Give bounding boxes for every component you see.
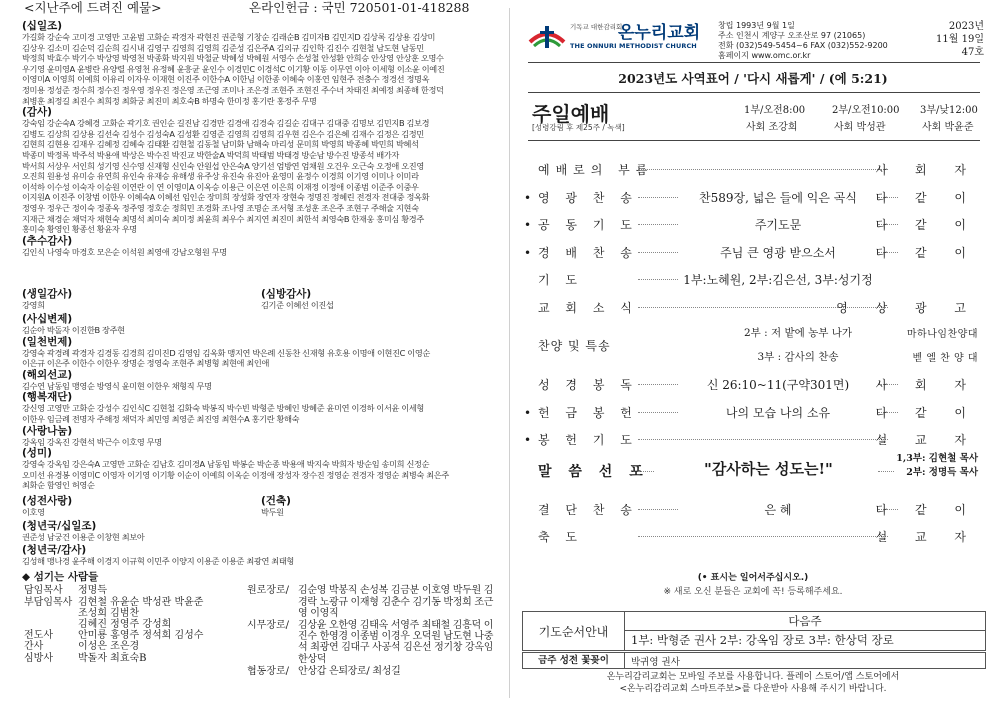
names-line: 홍미숙 황영인 황종선 황윤자 우명 bbox=[22, 224, 137, 235]
stand-dot: • bbox=[524, 405, 532, 420]
staff-role bbox=[22, 619, 78, 630]
names-line: 최화순 함영인 허영순 bbox=[22, 480, 95, 491]
section-title: (일천번제) bbox=[22, 335, 73, 348]
item-name: 말 씀 선 포 bbox=[538, 463, 649, 480]
item-content: 신 26:10~11(구약301면) bbox=[706, 378, 850, 392]
offering-section bbox=[22, 447, 500, 491]
section-title: (행복재단) bbox=[22, 391, 73, 404]
sermon-preachers bbox=[896, 452, 978, 480]
info-line: 주소 인천시 계양구 오조산로 97 (21065) bbox=[718, 31, 866, 40]
staff-role: 부담임목사 bbox=[24, 596, 73, 608]
names-line: 강옥임 강옥진 강현석 박근수 이호영 무명 bbox=[22, 436, 162, 447]
youth-thanks bbox=[22, 544, 500, 567]
info-line: 홈페이지 www.omc.or.kr bbox=[718, 51, 811, 60]
offering-pair-row bbox=[22, 288, 500, 311]
names-line: 김기준 이혜선 이진섭 bbox=[261, 300, 334, 310]
service-item bbox=[518, 371, 988, 399]
elder-group bbox=[247, 666, 500, 677]
leaders-section bbox=[22, 572, 500, 678]
church-name: 온누리교회 bbox=[618, 23, 701, 43]
names-line: 이호영 bbox=[22, 507, 45, 517]
names-line: 권준성 남궁건 이용준 이창현 최보아 bbox=[22, 532, 145, 542]
host-2: 사회 박성관 bbox=[834, 122, 886, 133]
offering-section bbox=[22, 391, 500, 424]
staff-role: 담임목사 bbox=[24, 585, 63, 597]
staff-row bbox=[22, 630, 247, 641]
staff-names: 이성은 조은경 bbox=[78, 641, 140, 653]
offering-title: <지난주에 드려진 예물> bbox=[24, 0, 162, 15]
names-line: 강숙임 강순숙A 강혜경 고화순 곽기호 권인순 길진남 김경만 김경애 김경숙 김길순 김대구 김대중 김명보 김민지B 김보경 bbox=[22, 118, 430, 129]
names-line: 박정희 박효수 박기수 박상영 박영천 박종화 박지원 박철균 박혜성 박혜원 서영수 손성철 안성환 안희승 안상영 안상훈 오명수 bbox=[22, 53, 444, 64]
item-name: 교 회 소 식 bbox=[538, 300, 638, 315]
special-row-2: 3부 : 감사의 찬송 bbox=[757, 351, 839, 363]
offering-header bbox=[24, 0, 470, 15]
item-content: 주님 큰 영광 받으소서 bbox=[720, 245, 836, 260]
names-list bbox=[22, 118, 500, 235]
bulletin-date bbox=[936, 20, 984, 59]
names-line: 박두원 bbox=[261, 507, 284, 517]
offering-section bbox=[22, 20, 500, 106]
online-account: 온라인헌금 : 국민 720501-01-418288 bbox=[249, 0, 470, 15]
rule bbox=[528, 92, 980, 93]
section-title: (성미) bbox=[22, 447, 52, 460]
names-line: 박서희 서상우 서인희 성기영 신수영 신재형 신인숙 안원섭 안은숙A 양기선 엄방연 엄채원 오건우 오근숙 오정애 오진영 bbox=[22, 160, 424, 171]
stand-dot: • bbox=[524, 218, 532, 232]
stand-dot: • bbox=[524, 245, 532, 260]
offering-section bbox=[22, 106, 500, 235]
leader-dots bbox=[638, 412, 678, 413]
names-list bbox=[22, 437, 500, 448]
section-title: (생일감사) bbox=[22, 288, 73, 300]
leader-dots bbox=[638, 224, 678, 225]
date: 11월 19일 bbox=[936, 34, 984, 45]
special-choir-2: 벧 엘 찬 양 대 bbox=[912, 353, 978, 364]
church-logo-icon bbox=[528, 22, 566, 52]
item-leader: 사 회 자 bbox=[875, 378, 978, 392]
section-title: (사십변제) bbox=[22, 313, 73, 325]
names-line: 강영희 bbox=[22, 300, 45, 310]
preacher-2: 2부: 정명득 목사 bbox=[906, 466, 978, 478]
staff-names: 김현철 유윤순 박성관 박윤준 bbox=[78, 596, 204, 608]
item-content: 나의 모습 나의 소유 bbox=[725, 405, 831, 420]
names-line: 강신영 고영만 고화순 강성수 김인식C 김현철 김화숙 박봉직 박수빈 박형준 방혜인 방혜준 윤미연 이경하 이서윤 이세형 bbox=[22, 403, 424, 414]
staff-row bbox=[22, 641, 247, 652]
prayer-label: 기도순서안내 bbox=[523, 612, 625, 650]
preacher-1: 1,3부: 김현철 목사 bbox=[896, 452, 978, 464]
service-item bbox=[518, 156, 988, 184]
names-list bbox=[22, 381, 500, 392]
staff-names: 김혜진 정영주 강성희 bbox=[78, 619, 172, 631]
stand-note: (• 표시는 일어서주십시오.) bbox=[697, 573, 809, 583]
names-line: 정미용 정성준 정수희 정수진 정우영 정우진 정은영 조근영 조미나 조은경 조현주 조현진 주수녀 차태진 최예정 최종해 한정덕 bbox=[22, 84, 444, 95]
elder-role: 협동장로/ bbox=[247, 665, 290, 677]
worship-column bbox=[518, 0, 988, 708]
leader-dots bbox=[638, 509, 678, 510]
offering-section bbox=[22, 336, 500, 369]
names-list bbox=[22, 247, 500, 258]
staff-row bbox=[22, 585, 247, 596]
names-list bbox=[22, 32, 500, 106]
names-line: 이은규 이은주 이한수 이한우 장명순 정영숙 조현주 최병형 최현애 최인애 bbox=[22, 358, 270, 369]
elders-list bbox=[247, 585, 500, 678]
names-line: 최병훈 최정길 최진수 최희정 최화궁 최진미 최호숙B 하명숙 한미정 홍기란 홍정주 무명 bbox=[22, 95, 317, 106]
ministry-theme: 2023년도 사역표어 / '다시 새롭게' / (에 5:21) bbox=[618, 71, 888, 86]
names-line: 김수연 남동임 맹영순 방영식 윤미현 이한우 채형직 무명 bbox=[22, 380, 212, 391]
section-title: (청년국/십일조) bbox=[22, 520, 97, 532]
staff-names: 조성희 김범찬 bbox=[78, 607, 140, 619]
host-1: 사회 조강희 bbox=[746, 122, 798, 133]
item-name: 헌 금 봉 헌 bbox=[538, 405, 638, 420]
special-choir-1: 마하나임찬양대 bbox=[906, 329, 978, 340]
item-name: 영 광 찬 송 bbox=[538, 190, 638, 205]
names-line: 강영숙 곽경례 곽경자 김경동 김경희 김미진D 김영임 김옥화 맹지연 박은례 신동찬 신재형 유호용 이명애 이현진C 이영순 bbox=[22, 347, 430, 358]
rule bbox=[528, 62, 980, 63]
sermon-title: "감사하는 성도는!" bbox=[704, 459, 833, 478]
leader-dots bbox=[638, 439, 888, 440]
offering-section bbox=[22, 425, 500, 448]
leader-dots bbox=[878, 471, 894, 472]
item-name: 경 배 찬 송 bbox=[538, 245, 638, 260]
visit-offering bbox=[261, 288, 500, 311]
column-divider bbox=[509, 8, 510, 698]
staff-role bbox=[22, 608, 78, 619]
sanctuary-love bbox=[22, 495, 261, 518]
church-english-name: THE ONNURI METHODIST CHURCH bbox=[570, 42, 697, 50]
offering-sections-2 bbox=[22, 313, 500, 491]
section-title: (십일조) bbox=[22, 20, 63, 32]
item-name: 예배로의 부름 bbox=[538, 163, 654, 177]
names-line: 김성해 맹나경 윤주해 이경지 이규혁 이민주 이양지 이용준 이용준 최광연 최태형 bbox=[22, 556, 294, 566]
sermon bbox=[518, 452, 988, 492]
names-line: 가길화 강순숙 고미경 고영만 고윤범 고화순 곽경자 곽현진 권준형 기창순 김래순B 김미자B 김민지D 김상록 김상용 김상미 bbox=[22, 32, 436, 42]
item-leader: 다 같 이 bbox=[875, 190, 978, 205]
section-title: (청년국/감사) bbox=[22, 544, 87, 556]
construct-row bbox=[22, 495, 500, 518]
item-leader: 설 교 자 bbox=[875, 433, 978, 447]
names-line: 우기영 윤미영A 윤병란 유양렬 유영천 유정혜 윤흥균 윤인수 이경민C 이경석C 이기황 이동 이무연 이아 이세형 이소윤 이예진 bbox=[22, 63, 445, 74]
service-item bbox=[518, 523, 988, 551]
section-title: (해외선교) bbox=[22, 368, 73, 381]
elder-names: 안상갑 은퇴장로/ 최성길 bbox=[298, 665, 401, 677]
names-line: 이지원A 이진주 이창범 이한우 이혜숙A 이혜선 임인순 장미희 장성화 장연자 장현숙 정명진 정혜린 전경자 전대중 정옥화 bbox=[22, 192, 430, 203]
time-2: 2부/오전10:00 bbox=[832, 105, 900, 116]
prayer-schedule bbox=[522, 611, 986, 651]
prayer-next-week: 다음주 bbox=[625, 612, 985, 631]
flower-label: 금주 성전 꽃꽂이 bbox=[523, 653, 625, 668]
names-list bbox=[22, 459, 500, 491]
section-title: (성전사랑) bbox=[22, 495, 73, 507]
elder-names: 김순영 박봉직 손성복 김금분 이호영 박두원 김경락 노광규 이재형 김춘수 김기동 박정희 조근영 이영직 bbox=[298, 585, 494, 619]
item-name: 기 도 bbox=[538, 273, 583, 287]
leader-dots bbox=[638, 252, 678, 253]
names-line: 김현희 김현용 김재우 김혜정 김혜숙 김태환 김현철 김동철 남미화 남해숙 마리성 문미희 박영희 박종혜 박민희 박혜석 bbox=[22, 139, 419, 150]
item-content: 은 혜 bbox=[764, 502, 792, 517]
flower-arrangement bbox=[522, 652, 986, 669]
names-line: 김병도 김상희 김상용 김선숙 김성수 김성숙A 김성환 김영준 김영희 김영희 김우현 김은수 김은혜 김재수 김정은 김정민 bbox=[22, 128, 424, 139]
offering-section bbox=[22, 369, 500, 392]
leader-dots bbox=[638, 279, 678, 280]
elder-group bbox=[247, 585, 500, 619]
staff-names: 정명득 bbox=[78, 585, 107, 597]
mobile-bulletin-note bbox=[518, 671, 988, 695]
section-title: (감사) bbox=[22, 106, 52, 119]
service-item bbox=[518, 294, 988, 322]
service-item bbox=[518, 184, 988, 212]
service-item bbox=[518, 211, 988, 239]
service-subtitle: [성령강림 후 제25주 / 녹색] bbox=[532, 123, 625, 132]
names-line: 이한우 임금례 전명자 주해정 채덕자 최민영 최영준 최진영 최현수A 홍기란 황해숙 bbox=[22, 413, 300, 424]
names-line: 김인식 나영숙 마경호 모은순 이석원 최영애 강남오형원 무명 bbox=[22, 246, 227, 257]
names-line: 지재근 채경순 채덕자 채현숙 최명석 최미숙 최미정 최윤희 최우수 최지연 최진미 최한석 최영숙B 한재웅 홍미심 황경주 bbox=[22, 213, 424, 224]
info-line: 창립 1993년 9월 1일 bbox=[718, 21, 795, 30]
offering-column bbox=[20, 0, 502, 708]
section-title: (사랑나눔) bbox=[22, 424, 73, 437]
item-content: 주기도문 bbox=[754, 218, 802, 232]
names-line: 이영미A 이영희 이예희 이유리 이자우 이재현 이진주 이한수A 이한님 이한종 이혜숙 이홍연 임현주 전충수 정경선 정명옥 bbox=[22, 74, 430, 85]
host-3: 사회 박윤준 bbox=[922, 122, 974, 133]
item-content: 찬589장, 넓은 들에 익은 곡식 bbox=[699, 190, 857, 205]
item-leader: 다 같 이 bbox=[875, 218, 978, 232]
staff-list bbox=[22, 585, 247, 678]
item-leader: 사 회 자 bbox=[875, 163, 978, 177]
leader-dots bbox=[638, 384, 678, 385]
names-line: 김상우 김소미 김순덕 김순희 김시내 김영구 김영희 김영희 김준성 김은주A 김의규 김인학 김진수 김현철 남도현 남동민 bbox=[22, 42, 424, 53]
staff-role: 간사 bbox=[24, 641, 44, 653]
item-leader: 다 같 이 bbox=[875, 502, 978, 517]
staff-row bbox=[22, 653, 247, 664]
section-title: (추수감사) bbox=[22, 234, 73, 247]
prayer-names: 1부: 박형준 권사 2부: 강옥임 장로 3부: 한상덕 장로 bbox=[631, 633, 894, 647]
note-line: <온누리감리교회 스마트주보>를 다운받아 사용해 주시기 바랍니다. bbox=[619, 684, 887, 694]
names-line: 오진희 원용성 유미승 유연희 유인숙 유재승 유해생 유주상 유진숙 유진아 윤영미 윤정수 이경희 이기영 이미나 이미라 bbox=[22, 171, 419, 182]
denomination: 기독교 대한감리회 bbox=[570, 23, 623, 31]
elder-role: 시무장로/ bbox=[247, 620, 290, 632]
church-info bbox=[718, 21, 888, 61]
offering-sections bbox=[22, 20, 500, 257]
newcomer-note: ※ 새로 오신 분들은 교회에 꼭! 등록해주세요. bbox=[663, 587, 843, 597]
names-list bbox=[22, 348, 500, 369]
item-name: 성 경 봉 독 bbox=[538, 378, 638, 392]
names-line: 김순아 박돌자 이진한B 장주현 bbox=[22, 325, 125, 335]
staff-role: 심방사 bbox=[24, 652, 53, 664]
flower-name: 박귀영 권사 bbox=[631, 657, 680, 668]
service-item bbox=[518, 266, 988, 294]
building-offering bbox=[261, 495, 500, 518]
staff-row bbox=[22, 608, 247, 619]
item-leader: 설 교 자 bbox=[875, 530, 978, 544]
names-line: 이석하 이수성 이숙자 이승원 이연란 이 연 이영미A 이옥승 이용근 이은연 이은희 이재정 이정애 이종범 이준주 이중우 bbox=[22, 181, 419, 192]
rule bbox=[528, 140, 980, 141]
leaders-grid bbox=[22, 585, 500, 678]
staff-row bbox=[22, 597, 247, 608]
year: 2023년 bbox=[948, 21, 984, 32]
youth-tithe bbox=[22, 520, 500, 543]
service-title: 주일예배 bbox=[532, 102, 610, 126]
leader-dots bbox=[638, 471, 654, 472]
service-item bbox=[518, 426, 988, 454]
staff-names: 안미룡 홍영주 정석희 김성수 bbox=[78, 630, 204, 642]
item-leader: 다 같 이 bbox=[875, 245, 978, 260]
leader-dots bbox=[638, 197, 678, 198]
names-line: 강영숙 강옥임 강은숙A 고영만 고화순 김남호 김미경A 남동임 박봉순 박순종 박용애 박지숙 박희자 방순임 송미희 신정순 bbox=[22, 459, 430, 470]
item-leader: 다 같 이 bbox=[875, 405, 978, 420]
names-line: 박종미 박정록 박주석 박용애 박상은 박수진 박진교 박한술A 박덕희 박태범 박태경 방순남 방수진 방종석 배가자 bbox=[22, 149, 399, 160]
leader-dots bbox=[638, 536, 888, 537]
item-leader: 영 상 광 고 bbox=[836, 300, 978, 315]
info-line: 전화 (032)549-5454~6 FAX (032)552-9200 bbox=[718, 41, 888, 50]
item-content: 1부:노혜원, 2부:김은선, 3부:성기정 bbox=[683, 273, 873, 287]
names-list bbox=[22, 403, 500, 424]
section-title: (건축) bbox=[261, 495, 291, 507]
leader-dots bbox=[638, 169, 888, 170]
staff-names: 박돌자 최효숙B bbox=[78, 652, 147, 664]
offering-section bbox=[22, 313, 500, 336]
service-item bbox=[518, 239, 988, 267]
item-name: 공 동 기 도 bbox=[538, 218, 638, 232]
time-3: 3부/낮12:00 bbox=[920, 105, 978, 116]
special-music bbox=[518, 321, 988, 365]
names-line: 오미선 유경봉 이영미C 이영자 이기영 이기황 이순이 이예희 이옥순 이정애 장성자 장수진 정영순 전경자 정영순 최병숙 최은주 bbox=[22, 469, 449, 480]
item-name: 봉 헌 기 도 bbox=[538, 433, 638, 447]
elder-names: 김상윤 오한영 김태옥 서영주 최태철 김흥덕 이진수 한영경 이종범 이경우 오덕원 남도현 나중석 최광연 김대구 사공석 김은선 정기창 강옥임 한상덕 bbox=[298, 620, 494, 665]
item-name: 축 도 bbox=[538, 530, 583, 544]
elder-role: 원로장로/ bbox=[247, 585, 290, 597]
staff-row bbox=[22, 619, 247, 630]
note-line: 온누리감리교회는 모바일 주보를 사용합니다. 플레이 스토어/앱 스토어에서 bbox=[606, 672, 900, 682]
leaders-heading: ◆ 섬기는 사람들 bbox=[22, 571, 99, 583]
special-row-1: 2부 : 저 밭에 농부 나가 bbox=[743, 327, 853, 339]
elder-group bbox=[247, 620, 500, 665]
section-title: (심방감사) bbox=[261, 288, 312, 300]
birthday-offering bbox=[22, 288, 261, 311]
time-1: 1부/오전8:00 bbox=[744, 105, 806, 116]
offering-section bbox=[22, 235, 500, 258]
staff-role: 전도사 bbox=[24, 630, 53, 642]
service-item bbox=[518, 399, 988, 427]
issue-number: 47호 bbox=[961, 47, 984, 58]
names-line: 정영우 정우근 정이숙 정종옥 정주영 정호순 정희민 조경화 조나영 조명순 조서형 조성훈 조은주 조현구 주해술 지현숙 bbox=[22, 202, 419, 213]
stand-dot: • bbox=[524, 433, 532, 447]
item-name: 결 단 찬 송 bbox=[538, 502, 638, 517]
service-item bbox=[518, 496, 988, 524]
item-name: 찬양 및 특송 bbox=[538, 339, 611, 353]
stand-dot: • bbox=[524, 190, 532, 205]
names-list bbox=[22, 325, 500, 336]
